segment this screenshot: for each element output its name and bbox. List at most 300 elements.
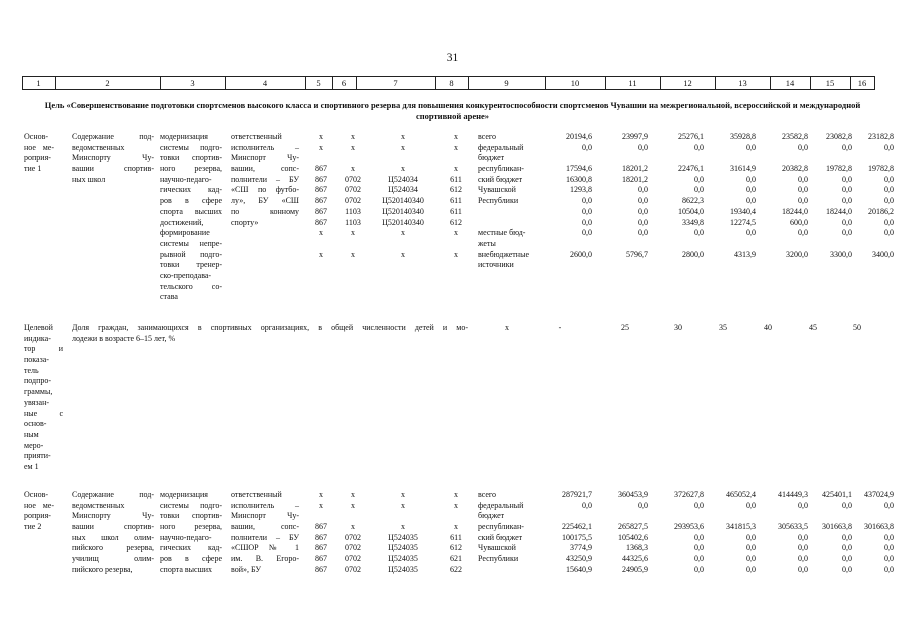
expense-type-code	[446, 132, 466, 260]
section-code	[338, 490, 368, 576]
year-value-col-13-line: 0,0	[746, 543, 756, 553]
year-value-col-11-line: 1368,3	[626, 543, 648, 553]
year-value-col-12-line: 2800,0	[682, 249, 704, 259]
responsible-executor-line: Минспорт Чу-	[231, 511, 299, 521]
activity-description-line: ведомственных	[72, 142, 125, 152]
year-value-col-11-line: 24905,9	[622, 564, 648, 574]
target-article-code-line: Ц520140340	[382, 206, 424, 216]
year-value-col-10-line: 0,0	[582, 196, 592, 206]
year-value-col-12-line: 3349,8	[682, 217, 704, 227]
activity-goal-text-line: научно-педаго-	[160, 174, 212, 184]
activity-goal-text-line: модернизация	[160, 132, 208, 141]
activity-goal-text-line: спорта высших	[160, 564, 213, 574]
year-value-col-11-line	[604, 153, 648, 164]
year-value-col-10-line: 15640,9	[566, 564, 592, 574]
year-value-col-15-line: 18244,0	[826, 206, 852, 216]
year-value-col-15-line: 23082,8	[826, 132, 852, 141]
year-value-col-10-line: 43250,9	[566, 554, 592, 564]
indicator-description	[72, 323, 468, 344]
funding-source-line: внебюджетные	[478, 249, 529, 259]
header-col-divider	[605, 76, 606, 90]
indicator-label	[24, 323, 63, 473]
funding-source-line: бюджет	[478, 511, 505, 521]
year-value-col-12-line	[660, 239, 704, 250]
year-value-col-13-line: 0,0	[746, 554, 756, 564]
expense-type-code-line: х	[454, 500, 458, 510]
year-value-col-14	[764, 490, 808, 576]
year-value-col-10-line	[548, 239, 592, 250]
year-value-col-13-line: 0,0	[746, 532, 756, 542]
header-col-7: 7	[393, 78, 398, 88]
section-code-line: 1103	[345, 206, 361, 216]
indicator-label-line: тор и	[24, 344, 63, 354]
activity-goal-text-line: формирование	[160, 228, 210, 238]
funding-source-line: Чувашской	[478, 543, 516, 553]
indicator-label-line: ные с	[24, 408, 63, 418]
section-code-line: х	[351, 228, 355, 238]
activity-label-line: тие 1	[24, 164, 42, 174]
funding-source-line: республикан-	[478, 522, 524, 532]
activity-goal-text-line: модернизация	[160, 490, 208, 499]
header-col-divider	[435, 76, 436, 90]
year-value-col-14-line: 3200,0	[786, 249, 808, 259]
year-value-col-11-line: 0,0	[638, 185, 648, 195]
year-value-col-15-line	[808, 239, 852, 250]
year-value-col-10-line: 100175,5	[562, 532, 592, 542]
funding-source-line: ский бюджет	[478, 174, 523, 184]
target-article-code-line: х	[401, 522, 405, 532]
target-article-code	[372, 490, 434, 576]
year-value-col-13-line: 0,0	[746, 142, 756, 152]
year-value-col-14-line	[764, 153, 808, 164]
year-value-col-16-line: 0,0	[884, 217, 894, 227]
target-article-code-line: х	[401, 142, 405, 152]
year-value-col-10-line: 0,0	[582, 217, 592, 227]
section-code-line: х	[351, 490, 355, 499]
funding-source	[478, 490, 540, 565]
year-value-col-12-line: 0,0	[694, 543, 704, 553]
year-value-col-16-line	[850, 239, 894, 250]
header-bottom-rule	[22, 89, 874, 90]
indicator-label-line: ем 1	[24, 461, 39, 471]
responsible-executor-line: полнители – БУ	[231, 532, 299, 542]
header-col-1: 1	[36, 78, 41, 88]
year-value-col-11-line	[604, 511, 648, 522]
funding-source-line: федеральный	[478, 142, 524, 152]
year-value-col-11-line: 5796,7	[626, 249, 648, 259]
year-value-col-15-line: 0,0	[842, 174, 852, 184]
year-value-col-12-line: 8622,3	[682, 196, 704, 206]
year-value-col-15-line	[808, 511, 852, 522]
indicator-description-line: лодежи в возрасте 6–15 лет, %	[72, 333, 176, 343]
year-value-col-12-line	[660, 511, 704, 522]
header-col-4: 4	[262, 78, 268, 88]
year-value-col-12	[660, 490, 704, 576]
year-value-col-10-line: 3774,9	[570, 543, 592, 553]
indicator-label-line: Целевой	[24, 323, 53, 332]
expense-type-code-line: х	[454, 522, 458, 532]
year-value-col-14-line: 600,0	[790, 217, 808, 227]
activity-label-line: Основ-	[24, 132, 49, 141]
activity-goal-text-line: гических кад-	[160, 185, 222, 195]
indicator-label-line: индика-	[24, 333, 51, 343]
year-value-col-16-line: 0,0	[884, 554, 894, 564]
header-col-divider	[160, 76, 161, 90]
activity-goal-text-line: товки спортив-	[160, 153, 222, 163]
year-value-col-15-line: 19782,8	[826, 164, 852, 174]
responsible-executor-line: вашии, сопс-	[231, 164, 299, 174]
activity-description-line: ных школ	[72, 174, 106, 184]
year-value-col-15	[808, 132, 852, 260]
year-value-col-10-line: 17594,6	[566, 164, 592, 174]
activity-description-line: вашии спортив-	[72, 164, 154, 174]
year-value-col-13	[712, 132, 756, 260]
activity-description-line: Содержание под-	[72, 132, 154, 141]
grbs-code-line: х	[319, 249, 323, 259]
grbs-code	[310, 132, 332, 260]
header-col-12: 12	[683, 78, 692, 88]
activity-goal-text	[160, 132, 222, 303]
year-value-col-10-line	[548, 511, 592, 522]
year-value-col-10-line: 287921,7	[562, 490, 592, 499]
year-value-col-15	[808, 490, 852, 576]
year-value-col-10-line: 1293,8	[570, 185, 592, 195]
year-value-col-14-line: 18244,0	[782, 206, 808, 216]
year-value-col-12-line: 372627,8	[674, 490, 704, 499]
year-value-col-10-line: 0,0	[582, 500, 592, 510]
header-col-divider	[810, 76, 811, 90]
year-value-col-13-line: 0,0	[746, 228, 756, 238]
activity-goal-text-line: ско-преподава-	[160, 270, 212, 280]
activity-description-line: вашии спортив-	[72, 522, 154, 532]
activity-label	[24, 132, 54, 175]
indicator-label-line: подпро-	[24, 376, 52, 386]
funding-source-line	[478, 207, 540, 218]
year-value-col-15-line: 0,0	[842, 564, 852, 574]
activity-goal-text-line: тельского со-	[160, 281, 222, 291]
year-value-col-13-line: 31614,9	[730, 164, 756, 174]
activity-description-line: ведомственных	[72, 500, 125, 510]
year-value-col-16-line: 23182,8	[868, 132, 894, 141]
year-value-col-15-line: 0,0	[842, 142, 852, 152]
section-code-line: 0702	[345, 543, 361, 553]
header-col-divider	[660, 76, 661, 90]
activity-label-line: ное ме-	[24, 142, 54, 152]
year-value-col-14-line: 0,0	[798, 532, 808, 542]
year-value-col-11-line: 44325,6	[622, 554, 648, 564]
year-value-col-15-line: 0,0	[842, 228, 852, 238]
indicator-label-line: показа-	[24, 355, 49, 365]
grbs-code-line: х	[319, 490, 323, 499]
year-value-col-11-line: 0,0	[638, 206, 648, 216]
year-value-col-16-line: 0,0	[884, 543, 894, 553]
indicator-label-line: прияти-	[24, 451, 51, 461]
activity-goal-text-line: ров в сфере	[160, 196, 222, 206]
grbs-code-line: 867	[315, 554, 327, 564]
section-code-line	[338, 511, 368, 522]
expense-type-code-line: х	[454, 164, 458, 174]
header-col-10: 10	[570, 78, 580, 88]
year-value-col-13-line: 0,0	[746, 196, 756, 206]
target-article-code-line: х	[401, 249, 405, 259]
expense-type-code-line: 612	[450, 185, 462, 195]
section-code-line: х	[351, 142, 355, 152]
funding-source-line: всего	[478, 490, 497, 499]
year-value-col-13-line: 0,0	[746, 564, 756, 574]
grbs-code-line: х	[319, 500, 323, 510]
section-code-line: х	[351, 500, 355, 510]
year-value-col-15-line	[808, 153, 852, 164]
activity-goal-text-line: системы непре-	[160, 238, 222, 248]
expense-type-code-line: х	[454, 132, 458, 141]
activity-description-line: Минспорту Чу-	[72, 153, 154, 163]
year-value-col-16	[850, 132, 894, 260]
year-value-col-10-line: 225462,1	[562, 522, 592, 532]
header-top-rule	[22, 76, 874, 77]
indicator-label-line: меро-	[24, 440, 44, 450]
expense-type-code-line: 612	[450, 217, 462, 227]
header-col-divider	[55, 76, 56, 90]
funding-source-line: всего	[478, 132, 497, 141]
year-value-col-11-line: 0,0	[638, 142, 648, 152]
grbs-code-line	[310, 153, 332, 164]
responsible-executor	[231, 132, 299, 228]
header-col-6: 6	[341, 78, 347, 88]
year-value-col-14-line: 0,0	[798, 142, 808, 152]
year-value-col-16-line: 0,0	[884, 142, 894, 152]
year-value-col-11-line: 0,0	[638, 228, 648, 238]
funding-source-line	[478, 218, 540, 229]
target-article-code-line: Ц524035	[388, 554, 418, 564]
responsible-executor-line: им. В. Егоро-	[231, 554, 299, 564]
section-code-line: 0702	[345, 196, 361, 206]
section-code-line	[338, 153, 368, 164]
year-value-col-11-line: 0,0	[638, 217, 648, 227]
year-value-col-16-line: 301663,8	[864, 522, 894, 532]
year-value-col-16-line: 0,0	[884, 196, 894, 206]
year-value-col-14	[764, 132, 808, 260]
funding-source	[478, 132, 540, 271]
indicator-year-value: 50	[853, 323, 861, 332]
grbs-code-line: 867	[315, 185, 327, 195]
year-value-col-14-line: 23582,8	[782, 132, 808, 141]
activity-goal-text-line: ного резерва,	[160, 164, 222, 174]
activity-goal-text-line: гических кад-	[160, 543, 222, 553]
activity-label-line: роприя-	[24, 153, 51, 163]
year-value-col-14-line: 20382,8	[782, 164, 808, 174]
year-value-col-13-line	[712, 239, 756, 250]
expense-type-code-line: х	[454, 228, 458, 238]
header-col-divider	[305, 76, 306, 90]
year-value-col-11-line: 0,0	[638, 196, 648, 206]
header-col-divider	[770, 76, 771, 90]
year-value-col-12-line: 0,0	[694, 142, 704, 152]
responsible-executor	[231, 490, 299, 576]
section-code-line: 0702	[345, 185, 361, 195]
activity-goal-text-line: системы подго-	[160, 142, 222, 152]
grbs-code-line	[310, 511, 332, 522]
header-col-divider	[356, 76, 357, 90]
year-value-col-11	[604, 490, 648, 576]
grbs-code-line: 867	[315, 543, 327, 553]
year-value-col-10-line: 16300,8	[566, 174, 592, 184]
grbs-code-line: 867	[315, 217, 327, 227]
header-col-divider	[22, 76, 23, 90]
responsible-executor-line: Минспорт Чу-	[231, 153, 299, 163]
year-value-col-15-line: 0,0	[842, 196, 852, 206]
activity-goal-text-line: научно-педаго-	[160, 532, 212, 542]
year-value-col-11-line: 18201,2	[622, 174, 648, 184]
activity-description-line: Минспорту Чу-	[72, 511, 154, 521]
header-col-3: 3	[190, 78, 195, 88]
target-article-code-line: Ц524034	[388, 174, 418, 184]
year-value-col-13-line: 0,0	[746, 185, 756, 195]
section-code-line: 0702	[345, 564, 361, 574]
year-value-col-14-line: 0,0	[798, 564, 808, 574]
responsible-executor-line: вашии, сопс-	[231, 522, 299, 532]
expense-type-code-line: х	[454, 249, 458, 259]
indicator-source-marker: х	[505, 323, 509, 332]
expense-type-code	[446, 490, 466, 576]
section-code-line: 0702	[345, 554, 361, 564]
grbs-code-line: 867	[315, 164, 327, 174]
indicator-label-line: граммы,	[24, 387, 53, 397]
year-value-col-15-line: 0,0	[842, 185, 852, 195]
indicator-year-value: 35	[719, 323, 727, 332]
year-value-col-14-line: 305633,5	[778, 522, 808, 532]
activity-goal-text-line: достижений,	[160, 217, 204, 227]
year-value-col-14-line	[764, 239, 808, 250]
year-value-col-16-line: 0,0	[884, 185, 894, 195]
responsible-executor-line: лу», БУ «СШ	[231, 196, 299, 206]
expense-type-code-line: х	[454, 490, 458, 499]
funding-source-line: федеральный	[478, 500, 524, 510]
year-value-col-13-line	[712, 153, 756, 164]
section-code-line: 0702	[345, 174, 361, 184]
activity-label-line: тие 2	[24, 522, 42, 532]
activity-goal-text-line: ного резерва,	[160, 522, 222, 532]
target-article-code-line: Ц520140340	[382, 217, 424, 227]
section-code	[338, 132, 368, 260]
expense-type-code-line: х	[454, 142, 458, 152]
year-value-col-12-line: 0,0	[694, 500, 704, 510]
grbs-code-line: 867	[315, 174, 327, 184]
year-value-col-13-line: 465052,4	[726, 490, 756, 499]
funding-source-line: бюджет	[478, 153, 505, 163]
responsible-executor-line: по конному	[231, 206, 299, 216]
year-value-col-14-line: 0,0	[798, 228, 808, 238]
funding-source-line: местные бюд-	[478, 228, 526, 238]
year-value-col-14-line: 0,0	[798, 500, 808, 510]
expense-type-code-line: 611	[450, 532, 462, 542]
target-article-code-line	[372, 239, 434, 250]
section-code-line: 1103	[345, 217, 361, 227]
year-value-col-11-line: 105402,6	[618, 532, 648, 542]
responsible-executor-line: спорту»	[231, 217, 259, 227]
section-code-line: х	[351, 132, 355, 141]
target-article-code-line: Ц524035	[388, 564, 418, 574]
year-value-col-15-line: 0,0	[842, 543, 852, 553]
year-value-col-12-line: 0,0	[694, 228, 704, 238]
year-value-col-12-line: 293953,6	[674, 522, 704, 532]
target-article-code-line: х	[401, 500, 405, 510]
header-col-16: 16	[857, 78, 867, 88]
expense-type-code-line: 611	[450, 196, 462, 206]
year-value-col-13	[712, 490, 756, 576]
header-col-14: 14	[785, 78, 795, 88]
indicator-label-line: ным	[24, 429, 39, 439]
activity-description-line: пийского резерва,	[72, 543, 154, 553]
target-article-code-line: Ц524035	[388, 532, 418, 542]
year-value-col-16-line: 0,0	[884, 174, 894, 184]
year-value-col-13-line: 0,0	[746, 174, 756, 184]
grbs-code-line: 867	[315, 564, 327, 574]
grbs-code-line: х	[319, 228, 323, 238]
year-value-col-12-line: 0,0	[694, 185, 704, 195]
header-col-divider	[332, 76, 333, 90]
target-article-code-line	[372, 511, 434, 522]
activity-description	[72, 132, 154, 185]
activity-description	[72, 490, 154, 576]
activity-goal-text-line: ров в сфере	[160, 554, 222, 564]
year-value-col-13-line	[712, 511, 756, 522]
year-value-col-14-line: 0,0	[798, 185, 808, 195]
goal-heading: Цель «Совершенствование подготовки спортсменов высокого класса и спортивного резерва для повышения конкурентоспособности спортсменов Чувашии на межрегиональной, всероссийской и международной спортивной арене»	[44, 100, 861, 121]
target-article-code-line: Ц524034	[388, 185, 418, 195]
indicator-year-value: 40	[764, 323, 772, 332]
indicator-label-line: тель	[24, 365, 39, 375]
year-value-col-16-line: 437024,9	[864, 490, 894, 499]
expense-type-code-line: 611	[450, 174, 462, 184]
year-value-col-14-line: 0,0	[798, 174, 808, 184]
responsible-executor-line: полнители – БУ	[231, 174, 299, 184]
activity-goal-text-line: рывной подго-	[160, 249, 222, 259]
header-col-divider	[715, 76, 716, 90]
year-value-col-12-line: 0,0	[694, 564, 704, 574]
activity-label-line: Основ-	[24, 490, 49, 499]
year-value-col-15-line: 0,0	[842, 532, 852, 542]
activity-description-line: пийского резерва,	[72, 564, 133, 574]
year-value-col-13-line: 12274,5	[730, 217, 756, 227]
year-value-col-11	[604, 132, 648, 260]
year-value-col-11-line: 23997,9	[622, 132, 648, 141]
year-value-col-12	[660, 132, 704, 260]
target-article-code-line: х	[401, 228, 405, 238]
year-value-col-12-line: 0,0	[694, 174, 704, 184]
year-value-col-11-line: 0,0	[638, 500, 648, 510]
grbs-code-line: 867	[315, 532, 327, 542]
header-col-divider	[874, 76, 875, 90]
activity-label	[24, 490, 54, 533]
year-value-col-12-line: 0,0	[694, 554, 704, 564]
year-value-col-15-line: 425401,1	[822, 490, 852, 499]
indicator-label-line: увязан-	[24, 397, 50, 407]
activity-goal-text-line: системы подго-	[160, 500, 222, 510]
year-value-col-16-line: 0,0	[884, 228, 894, 238]
year-value-col-15-line: 0,0	[842, 217, 852, 227]
activity-goal-text	[160, 490, 222, 576]
activity-goal-text-line: спорта высших	[160, 206, 222, 216]
year-value-col-12-line: 25276,1	[678, 132, 704, 141]
indicator-year-value: 25	[621, 323, 629, 332]
year-value-col-11-line: 18201,2	[622, 164, 648, 174]
header-col-divider	[225, 76, 226, 90]
year-value-col-13-line: 4313,9	[734, 249, 756, 259]
indicator-year-value: 45	[809, 323, 817, 332]
section-code-line	[338, 239, 368, 250]
indicator-year-value: 30	[674, 323, 682, 332]
section-code-line: 0702	[345, 532, 361, 542]
